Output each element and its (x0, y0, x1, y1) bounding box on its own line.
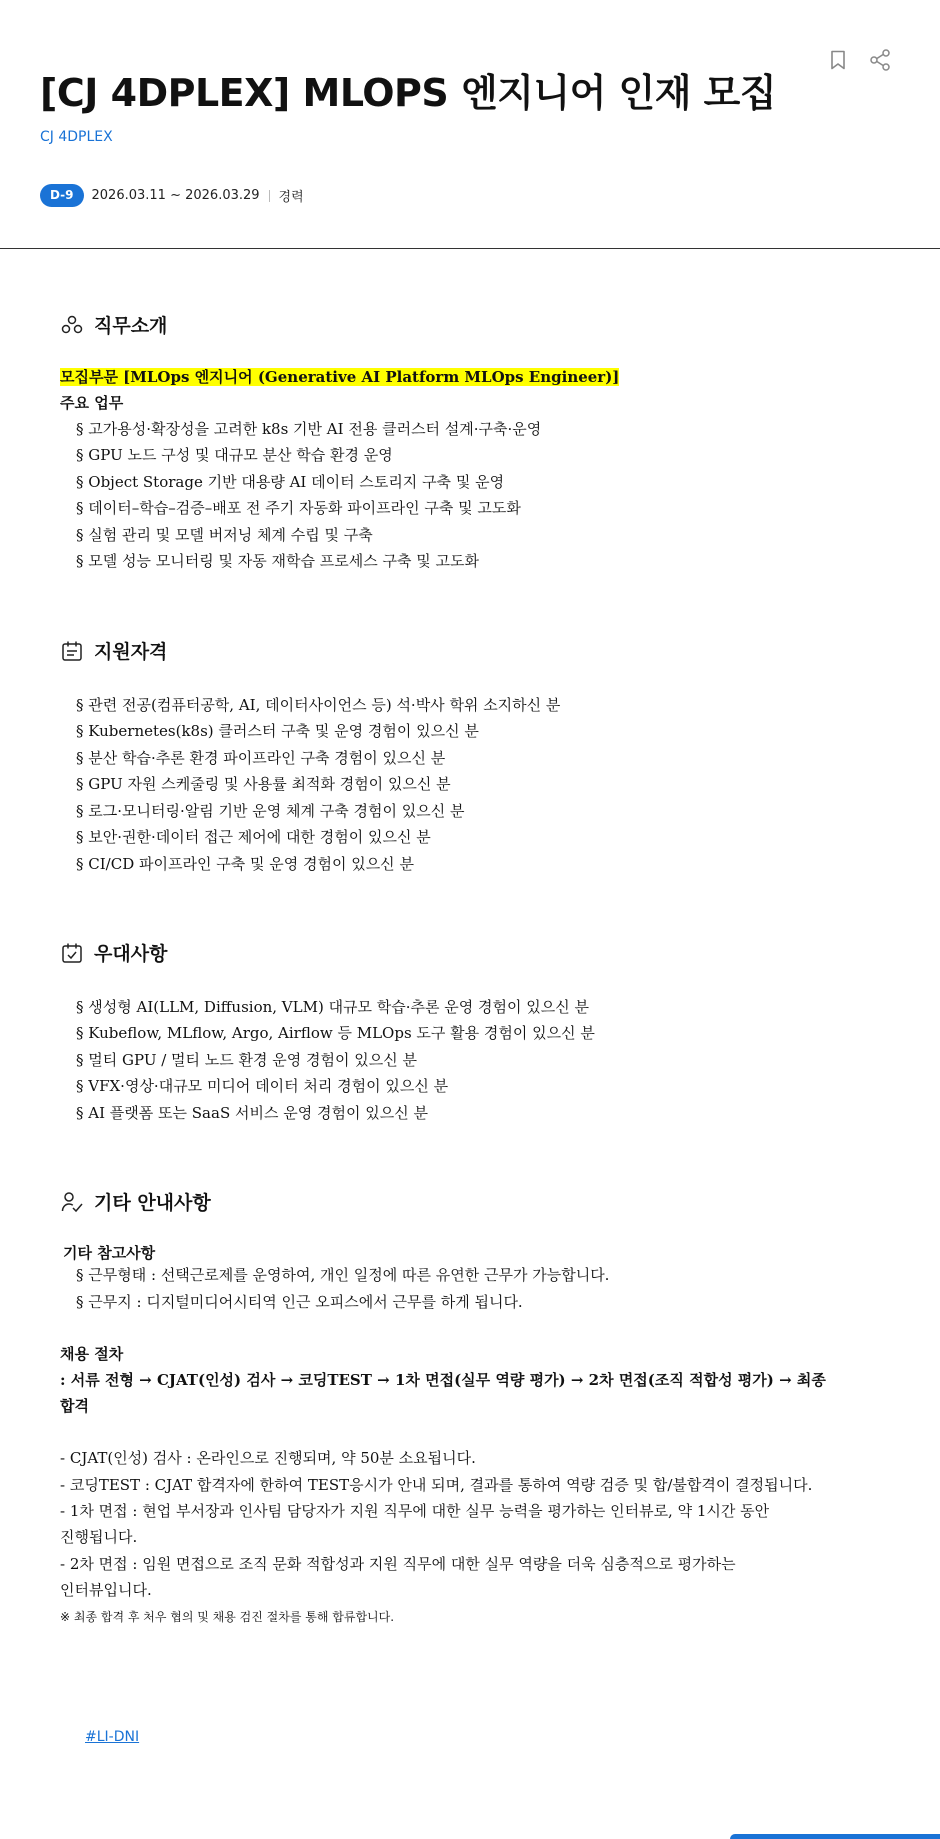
list-item: § Kubeflow, MLflow, Argo, Airflow 등 MLOps 도구 활용 경험이 있으신 분 (76, 1024, 595, 1042)
list-item: § 실험 관리 및 모델 버저닝 체계 수립 및 구축 (76, 526, 373, 544)
section-preferred-heading (60, 939, 167, 966)
list-item: § 로그·모니터링·알림 기반 운영 체계 구축 경험이 있으신 분 (76, 802, 465, 820)
dept-line (60, 366, 619, 387)
highlighted-dept: 모집부문 [MLOps 엔지니어 (Generative AI Platform MLOps Engineer)] (60, 368, 620, 386)
list-item: § 관련 전공(컴퓨터공학, AI, 데이터사이언스 등) 석·박사 학위 소지하신 분 (76, 696, 561, 714)
section-qualifications-heading (60, 637, 167, 664)
page-title: [CJ 4DPLEX] MLOPS 엔지니어 인재 모집 (40, 71, 777, 115)
share-icon (869, 49, 891, 71)
list-item: § 보안·권한·데이터 접근 제어에 대한 경험이 있으신 분 (76, 828, 431, 846)
bookmark-button[interactable] (826, 48, 850, 72)
section-title: 직무소개 (94, 315, 168, 337)
section-etc-heading (60, 1188, 211, 1215)
section-intro-heading (60, 311, 167, 338)
note-line: ※ 최종 합격 후 처우 협의 및 채용 검진 절차를 통해 합류합니다. (60, 1610, 395, 1624)
process-line: : 서류 전형 → CJAT(인성) 검사 → 코딩TEST → 1차 면접(실무 역량 평가) → 2차 면접(조직 적합성 평가) → 최종 (60, 1371, 826, 1389)
process-title: 채용 절차 (60, 1345, 124, 1363)
dday-badge: D-9 (40, 184, 84, 207)
section-title: 기타 안내사항 (94, 1192, 211, 1214)
process-line: 합격 (60, 1397, 89, 1415)
list-item: § VFX·영상·대규모 미디어 데이터 처리 경험이 있으신 분 (76, 1077, 449, 1095)
job-meta (40, 184, 304, 207)
header-actions (826, 48, 892, 72)
duties-title: 주요 업무 (60, 394, 124, 412)
calendar-check-icon (60, 941, 84, 965)
list-item: § GPU 노드 구성 및 대규모 분산 학습 환경 운영 (76, 446, 393, 464)
list-item: § 멀티 GPU / 멀티 노드 환경 운영 경험이 있으신 분 (76, 1051, 418, 1069)
share-button[interactable] (868, 48, 892, 72)
list-item: § Kubernetes(k8s) 클러스터 구축 및 운영 경험이 있으신 분 (76, 722, 479, 740)
detail-line: - CJAT(인성) 검사 : 온라인으로 진행되며, 약 50분 소요됩니다. (60, 1449, 476, 1467)
bottom-action-bar[interactable] (730, 1834, 940, 1839)
list-item: § 모델 성능 모니터링 및 자동 재학습 프로세스 구축 및 고도화 (76, 552, 479, 570)
list-item: § 데이터–학습–검증–배포 전 주기 자동화 파이프라인 구축 및 고도화 (76, 499, 521, 517)
list-item: § 고가용성·확장성을 고려한 k8s 기반 AI 전용 클러스터 설계·구축·운영 (76, 420, 542, 438)
detail-line: - 1차 면접 : 현업 부서장과 인사팀 담당자가 지원 직무에 대한 실무 능력을 평가하는 인터뷰로, 약 1시간 동안 (60, 1502, 770, 1520)
section-title: 지원자격 (94, 641, 168, 663)
application-period: 2026.03.11 ~ 2026.03.29 (91, 188, 260, 203)
detail-line: 인터뷰입니다. (60, 1581, 152, 1599)
list-item: § GPU 자원 스케줄링 및 사용률 최적화 경험이 있으신 분 (76, 775, 451, 793)
job-header (0, 0, 940, 249)
list-item: § CI/CD 파이프라인 구축 및 운영 경험이 있으신 분 (76, 855, 414, 873)
detail-line: 진행됩니다. (60, 1528, 138, 1546)
person-check-icon (60, 1190, 84, 1214)
career-type: 경력 (278, 190, 304, 205)
detail-line: - 2차 면접 : 임원 면접으로 조직 문화 적합성과 지원 직무에 대한 실무 역량을 더욱 심층적으로 평가하는 (60, 1555, 736, 1573)
list-item: § 생성형 AI(LLM, Diffusion, VLM) 대규모 학습·추론 운영 경험이 있으신 분 (76, 998, 590, 1016)
team-icon (60, 313, 84, 337)
hashtag-link[interactable]: #LI-DNI (85, 1729, 140, 1745)
bookmark-icon (830, 50, 846, 70)
company-name[interactable]: CJ 4DPLEX (40, 129, 113, 145)
list-item: § AI 플랫폼 또는 SaaS 서비스 운영 경험이 있으신 분 (76, 1104, 428, 1122)
meta-divider (269, 190, 270, 202)
ref-title: 기타 참고사항 (63, 1244, 156, 1262)
list-item: § Object Storage 기반 대용량 AI 데이터 스토리지 구축 및 운영 (76, 473, 505, 491)
detail-line: - 코딩TEST : CJAT 합격자에 한하여 TEST응시가 안내 되며, 결과를 통하여 역량 검증 및 합/불합격이 결정됩니다. (60, 1476, 813, 1494)
list-item: § 근무형태 : 선택근로제를 운영하여, 개인 일정에 따른 유연한 근무가 가능합니다. (76, 1266, 610, 1284)
section-title: 우대사항 (94, 943, 168, 965)
list-item: § 근무지 : 디지털미디어시티역 인근 오피스에서 근무를 하게 됩니다. (76, 1293, 523, 1311)
calendar-icon (60, 639, 84, 663)
list-item: § 분산 학습·추론 환경 파이프라인 구축 경험이 있으신 분 (76, 749, 446, 767)
